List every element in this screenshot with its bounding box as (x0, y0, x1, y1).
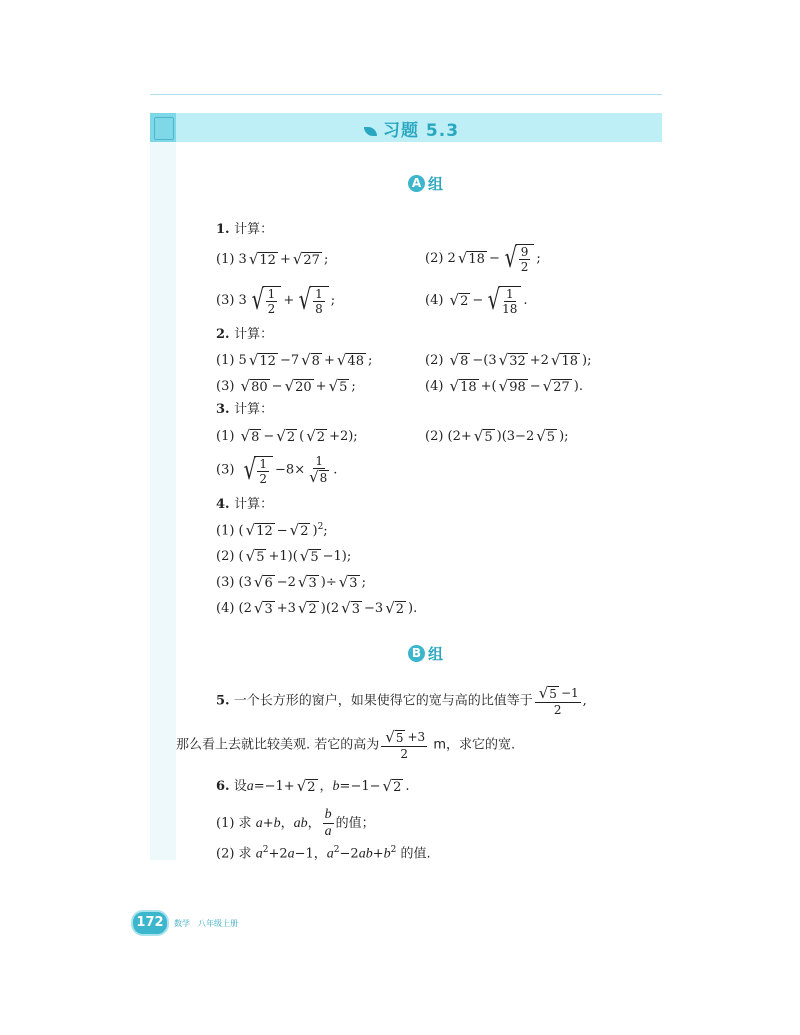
problem-2-1: (1) 5 √ 12 −7 √ 8 + √ 48 ; (216, 351, 373, 369)
leaf-icon (364, 127, 377, 136)
book-title: 数学 八年级上册 (174, 918, 238, 928)
group-a-badge: A (408, 175, 425, 192)
problem-4-1: (1) ( √ 12 − √ 2 )$^2$; (216, 521, 328, 540)
problem-3-2: (2) (2+ √ 5 )(3−2 √ 5 ); (425, 427, 569, 445)
header-square-icon (150, 113, 176, 142)
problem-4-4: (4) (2 √ 3 +3 √ 2 )(2 √ 3 −3 √ 2 ). (216, 599, 418, 617)
problem-4-2: (2) ( √ 5 +1)( √ 5 −1); (216, 547, 352, 565)
group-b-badge: B (408, 645, 425, 662)
page-footer (131, 910, 238, 936)
problem-1-3: (3) 3 √ $\frac{1}{2}$ + √ $\frac{1}{8}$ ; (216, 283, 336, 316)
page-number: 172 (131, 910, 169, 936)
problem-2-3: (3) √ 80 − √ 20 + √ 5 ; (216, 377, 356, 395)
problem-5-line-2: 那么看上去就比较美观. 若它的高为 √ 5 +3 2 m，求它的宽. (176, 728, 516, 761)
left-margin-strip (150, 142, 176, 860)
problem-3-heading: 3. 计算： (216, 402, 274, 417)
problem-1-1: (1) 3 √ 12 + √ 27 ; (216, 250, 329, 268)
header-rule (150, 94, 662, 95)
problem-6-intro: 6. 设a=−1+ √ 2 ，b=−1− √ 2 . (216, 777, 410, 795)
problem-2-4: (4) √ 18 +( √ 98 − √ 27 ). (425, 377, 583, 395)
problem-3-3: (3) √ $\frac{1}{2}$ −8× 1 √ 8 . (216, 452, 338, 486)
exercise-title: 习题 5.3 (364, 116, 459, 141)
problem-2-2: (2) √ 8 −(3 √ 32 +2 √ 18 ); (425, 351, 592, 369)
problem-1-4: (4) √ 2 − √ $\frac{1}{18}$ . (425, 283, 528, 316)
exercise-header-bar (150, 113, 662, 142)
problem-3-1: (1) √ 8 − √ 2 ( √ 2 +2); (216, 427, 358, 445)
group-a-heading: A 组 (408, 173, 443, 194)
problem-4-3: (3) (3 √ 6 −2 √ 3 )÷ √ 3 ; (216, 573, 366, 591)
problem-1-heading: 1. 计算： (216, 222, 274, 237)
problem-2-heading: 2. 计算： (216, 327, 274, 342)
group-b-heading: B 组 (408, 643, 443, 664)
problem-6-2: (2) 求 $a^2+2a-1$，$a^2-2ab+b^2$ 的值. (216, 845, 431, 862)
problem-6-1: (1) 求 a+b，ab， $\frac{b}{a}$ 的值； (216, 807, 375, 839)
problem-4-heading: 4. 计算： (216, 497, 274, 512)
problem-1-2: (2) 2 √ 18 − √ $\frac{9}{2}$ ; (425, 241, 541, 274)
problem-5-line-1: 5. 一个长方形的窗户，如果使得它的宽与高的比值等于 √ 5 −1 2 , (216, 684, 587, 717)
